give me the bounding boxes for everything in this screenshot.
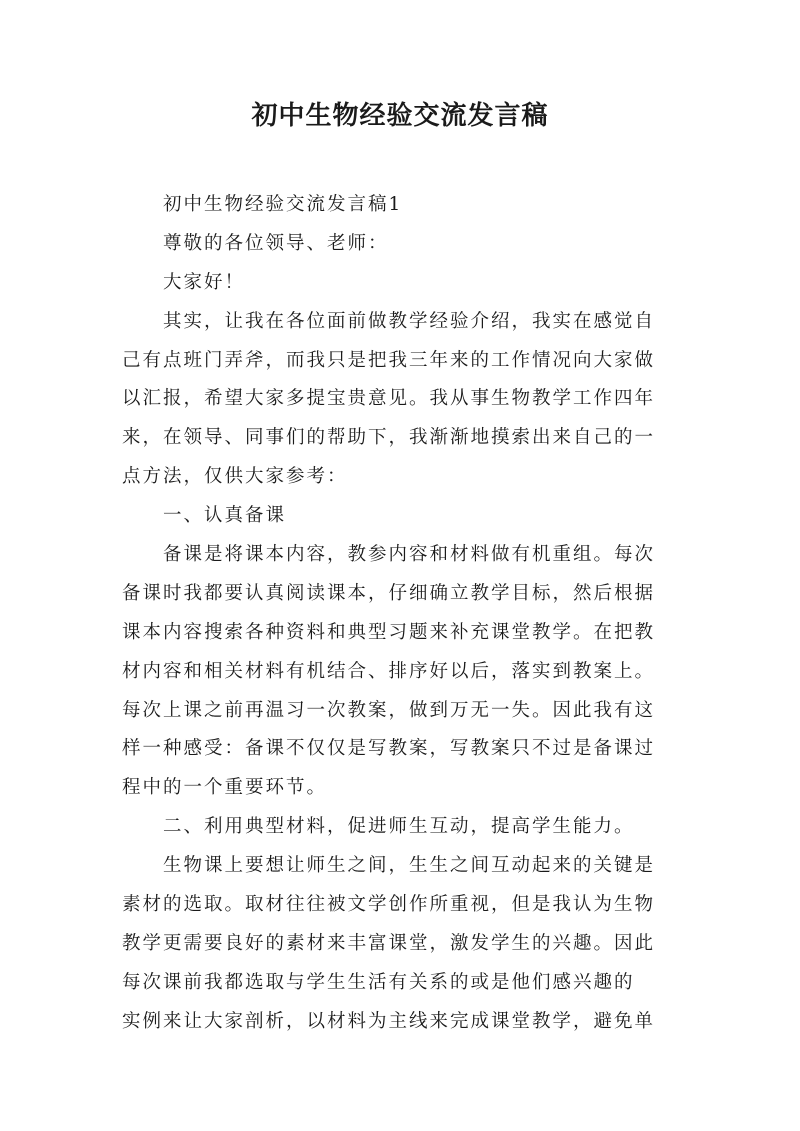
body-text-line: 二、利用典型材料，促进师生互动，提高学生能力。 bbox=[163, 816, 635, 838]
body-text-line: 材内容和相关材料有机结合、排序好以后，落实到教案上。 bbox=[122, 660, 656, 682]
body-text-line: 每次课前我都选取与学生生活有关系的或是他们感兴趣的 bbox=[122, 971, 635, 993]
body-text-line: 素材的选取。取材往往被文学创作所重视，但是我认为生物 bbox=[122, 894, 656, 916]
body-text-line: 来，在领导、同事们的帮助下，我渐渐地摸索出来自己的一 bbox=[122, 427, 656, 449]
document-body bbox=[122, 186, 682, 1042]
body-text-line: 实例来让大家剖析，以材料为主线来完成课堂教学，避免单 bbox=[122, 1010, 656, 1032]
body-text-line: 程中的一个重要环节。 bbox=[122, 777, 328, 799]
body-text-line: 点方法，仅供大家参考： bbox=[122, 466, 348, 488]
body-text-line: 以汇报，希望大家多提宝贵意见。我从事生物教学工作四年 bbox=[122, 388, 656, 410]
body-text-line: 一、认真备课 bbox=[163, 505, 287, 527]
body-text-line: 样一种感受：备课不仅仅是写教案，写教案只不过是备课过 bbox=[122, 738, 656, 760]
body-text-line: 大家好！ bbox=[163, 271, 246, 293]
body-text-line: 备课时我都要认真阅读课本，仔细确立教学目标，然后根据 bbox=[122, 582, 656, 604]
body-text-line: 初中生物经验交流发言稿1 bbox=[163, 194, 403, 215]
body-text-line: 生物课上要想让师生之间，生生之间互动起来的关键是 bbox=[163, 855, 656, 877]
body-text-line: 教学更需要良好的素材来丰富课堂，激发学生的兴趣。因此 bbox=[122, 932, 656, 954]
body-text-line: 己有点班门弄斧，而我只是把我三年来的工作情况向大家做 bbox=[122, 349, 656, 371]
body-text-line: 其实，让我在各位面前做教学经验介绍，我实在感觉自 bbox=[163, 310, 656, 332]
body-text-line: 尊敬的各位领导、老师： bbox=[163, 232, 389, 254]
body-text-line: 每次上课之前再温习一次教案，做到万无一失。因此我有这 bbox=[122, 699, 656, 721]
document-title: 初中生物经验交流发言稿 bbox=[251, 101, 549, 131]
body-text-line: 课本内容搜索各种资料和典型习题来补充课堂教学。在把教 bbox=[122, 621, 656, 643]
body-text-line: 备课是将课本内容，教参内容和材料做有机重组。每次 bbox=[163, 544, 656, 566]
